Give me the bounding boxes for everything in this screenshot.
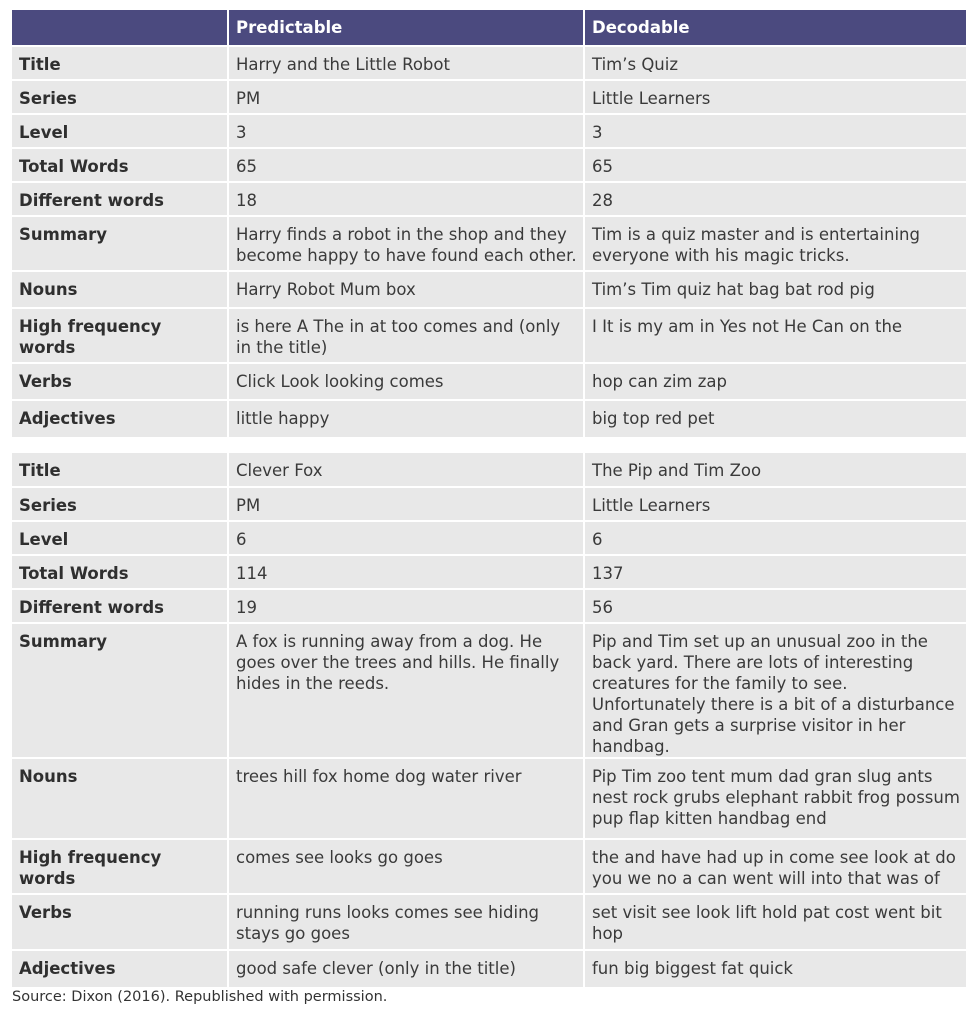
predictable-cell: 18 (228, 182, 584, 216)
decodable-cell: set visit see look lift hold pat cost went bit hop (584, 894, 966, 950)
predictable-cell: A fox is running away from a dog. He goes over the trees and hills. He finally hides in the reeds. (228, 623, 584, 758)
decodable-cell: hop can zim zap (584, 363, 966, 400)
table-row (12, 363, 966, 400)
predictable-cell: good safe clever (only in the title) (228, 950, 584, 987)
row-label: Verbs (12, 894, 228, 950)
predictable-cell: 3 (228, 114, 584, 148)
decodable-cell: 3 (584, 114, 966, 148)
comparison-table (12, 10, 966, 987)
predictable-cell: is here A The in at too comes and (only in the title) (228, 308, 584, 363)
predictable-cell: comes see looks go goes (228, 839, 584, 894)
row-label: Total Words (12, 148, 228, 182)
section-gap (12, 437, 966, 453)
decodable-cell: 137 (584, 555, 966, 589)
predictable-cell: Harry and the Little Robot (228, 46, 584, 80)
row-label: Different words (12, 589, 228, 623)
table-row (12, 400, 966, 437)
table-row (12, 589, 966, 623)
predictable-cell: 114 (228, 555, 584, 589)
decodable-cell: the and have had up in come see look at do you we no a can went will into that was of (584, 839, 966, 894)
decodable-cell: 6 (584, 521, 966, 555)
predictable-cell: trees hill fox home dog water river (228, 758, 584, 839)
decodable-cell: Pip and Tim set up an unusual zoo in the back yard. There are lots of interesting creatures for the family to see. Unfortunately there is a bit of a disturbance and Gran gets a surprise visitor in her handbag. (584, 623, 966, 758)
row-label: Nouns (12, 758, 228, 839)
row-label: Level (12, 521, 228, 555)
table-row (12, 216, 966, 271)
decodable-cell: Tim is a quiz master and is entertaining everyone with his magic tricks. (584, 216, 966, 271)
decodable-cell: I It is my am in Yes not He Can on the (584, 308, 966, 363)
table-row (12, 46, 966, 80)
table-row (12, 950, 966, 987)
header-row (12, 10, 966, 46)
predictable-cell: Harry Robot Mum box (228, 271, 584, 308)
decodable-cell: Tim’s Quiz (584, 46, 966, 80)
table-row (12, 623, 966, 758)
row-label: High frequency words (12, 839, 228, 894)
decodable-cell: Little Learners (584, 487, 966, 521)
table-row (12, 555, 966, 589)
table-row (12, 453, 966, 487)
predictable-cell: PM (228, 487, 584, 521)
row-label: Series (12, 80, 228, 114)
predictable-cell: running runs looks comes see hiding stays go goes (228, 894, 584, 950)
table-row (12, 758, 966, 839)
predictable-cell: 19 (228, 589, 584, 623)
predictable-cell: Clever Fox (228, 453, 584, 487)
decodable-cell: The Pip and Tim Zoo (584, 453, 966, 487)
source-note: Source: Dixon (2016). Republished with permission. (12, 989, 388, 1005)
predictable-cell: Harry finds a robot in the shop and they become happy to have found each other. (228, 216, 584, 271)
row-label: High frequency words (12, 308, 228, 363)
row-label: Summary (12, 623, 228, 758)
predictable-cell: 65 (228, 148, 584, 182)
decodable-cell: big top red pet (584, 400, 966, 437)
table-row (12, 271, 966, 308)
decodable-cell: 28 (584, 182, 966, 216)
row-label: Adjectives (12, 950, 228, 987)
decodable-cell: Pip Tim zoo tent mum dad gran slug ants nest rock grubs elephant rabbit frog possum pup flap kitten handbag end (584, 758, 966, 839)
row-label: Level (12, 114, 228, 148)
table-row (12, 308, 966, 363)
table-row (12, 487, 966, 521)
header-predictable: Predictable (228, 10, 584, 46)
table-row (12, 182, 966, 216)
predictable-cell: 6 (228, 521, 584, 555)
section-gap-cell (12, 437, 966, 453)
predictable-cell: little happy (228, 400, 584, 437)
predictable-cell: Click Look looking comes (228, 363, 584, 400)
decodable-cell: 65 (584, 148, 966, 182)
table-row (12, 894, 966, 950)
table-row (12, 148, 966, 182)
comparison-table-container (12, 10, 966, 987)
row-label: Total Words (12, 555, 228, 589)
decodable-cell: 56 (584, 589, 966, 623)
decodable-cell: Tim’s Tim quiz hat bag bat rod pig (584, 271, 966, 308)
row-label: Verbs (12, 363, 228, 400)
decodable-cell: Little Learners (584, 80, 966, 114)
row-label: Title (12, 453, 228, 487)
table-row (12, 80, 966, 114)
table-row (12, 521, 966, 555)
row-label: Summary (12, 216, 228, 271)
row-label: Nouns (12, 271, 228, 308)
header-decodable: Decodable (584, 10, 966, 46)
row-label: Adjectives (12, 400, 228, 437)
table-body (12, 46, 966, 987)
row-label: Series (12, 487, 228, 521)
predictable-cell: PM (228, 80, 584, 114)
row-label: Title (12, 46, 228, 80)
table-row (12, 114, 966, 148)
header-blank-cell (12, 10, 228, 46)
row-label: Different words (12, 182, 228, 216)
decodable-cell: fun big biggest fat quick (584, 950, 966, 987)
table-row (12, 839, 966, 894)
